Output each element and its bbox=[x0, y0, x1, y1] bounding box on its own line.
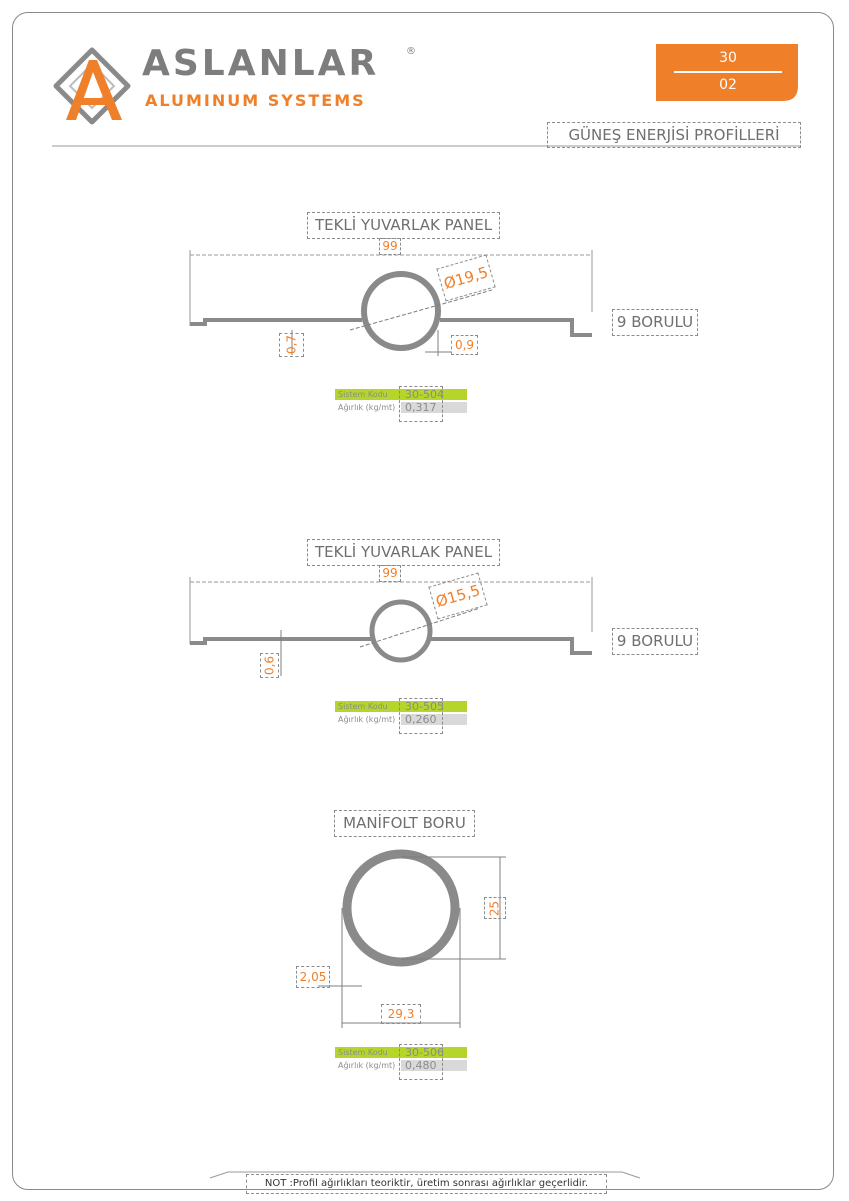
system-code-value: 30-506 bbox=[401, 1047, 467, 1058]
profile-title: MANİFOLT BORU bbox=[334, 810, 475, 837]
height-dimension-text: 25 bbox=[487, 900, 502, 917]
weight-value: 0,480 bbox=[401, 1060, 467, 1071]
width-dimension: 99 bbox=[379, 238, 401, 255]
system-code-value: 30-504 bbox=[401, 389, 467, 400]
brand-tagline: ALUMINUM SYSTEMS bbox=[145, 91, 366, 110]
diameter-dimension: Ø19,5 bbox=[436, 254, 495, 301]
system-code-value: 30-505 bbox=[401, 701, 467, 712]
width-dimension: 99 bbox=[379, 565, 401, 582]
height-dimension bbox=[484, 897, 506, 919]
profile-3-drawing bbox=[318, 854, 506, 1028]
profile-1-drawing bbox=[190, 250, 592, 356]
thickness-dimension-text: 0,7 bbox=[284, 334, 299, 355]
diameter-dimension: Ø15,5 bbox=[428, 572, 487, 619]
width-dimension: 29,3 bbox=[381, 1004, 421, 1024]
weight-value: 0,317 bbox=[401, 402, 467, 413]
registered-mark: ® bbox=[406, 46, 416, 57]
system-code-label: Sistem Kodu bbox=[335, 1047, 401, 1058]
tube-wall-dimension: 0,9 bbox=[451, 335, 478, 355]
code-box-outline bbox=[399, 1044, 443, 1080]
wall-dimension: 2,05 bbox=[296, 966, 330, 988]
thickness-dimension bbox=[279, 333, 304, 357]
logo-mark bbox=[56, 50, 128, 122]
page-number: 02 bbox=[719, 77, 737, 93]
footer-note: NOT :Profil ağırlıkları teoriktir, üretim sonrası ağırlıklar geçerlidir. bbox=[246, 1174, 607, 1194]
page-series: 30 bbox=[719, 50, 737, 66]
profile-2-drawing bbox=[190, 577, 592, 676]
thickness-dimension-text: 0,6 bbox=[262, 655, 277, 676]
side-label: 9 BORULU bbox=[612, 628, 698, 655]
system-code-label: Sistem Kodu bbox=[335, 389, 401, 400]
profile-title: TEKLİ YUVARLAK PANEL bbox=[307, 212, 500, 239]
brand-name: ASLANLAR bbox=[142, 43, 380, 84]
system-code-label: Sistem Kodu bbox=[335, 701, 401, 712]
profile-title: TEKLİ YUVARLAK PANEL bbox=[307, 539, 500, 566]
weight-value: 0,260 bbox=[401, 714, 467, 725]
code-box-outline bbox=[399, 698, 443, 734]
thickness-dimension bbox=[260, 653, 279, 678]
code-box-outline bbox=[399, 386, 443, 422]
weight-label: Ağırlık (kg/mt) bbox=[335, 402, 401, 413]
section-title: GÜNEŞ ENERJİSİ PROFİLLERİ bbox=[547, 122, 801, 148]
weight-label: Ağırlık (kg/mt) bbox=[335, 1060, 401, 1071]
weight-label: Ağırlık (kg/mt) bbox=[335, 714, 401, 725]
side-label: 9 BORULU bbox=[612, 309, 698, 336]
